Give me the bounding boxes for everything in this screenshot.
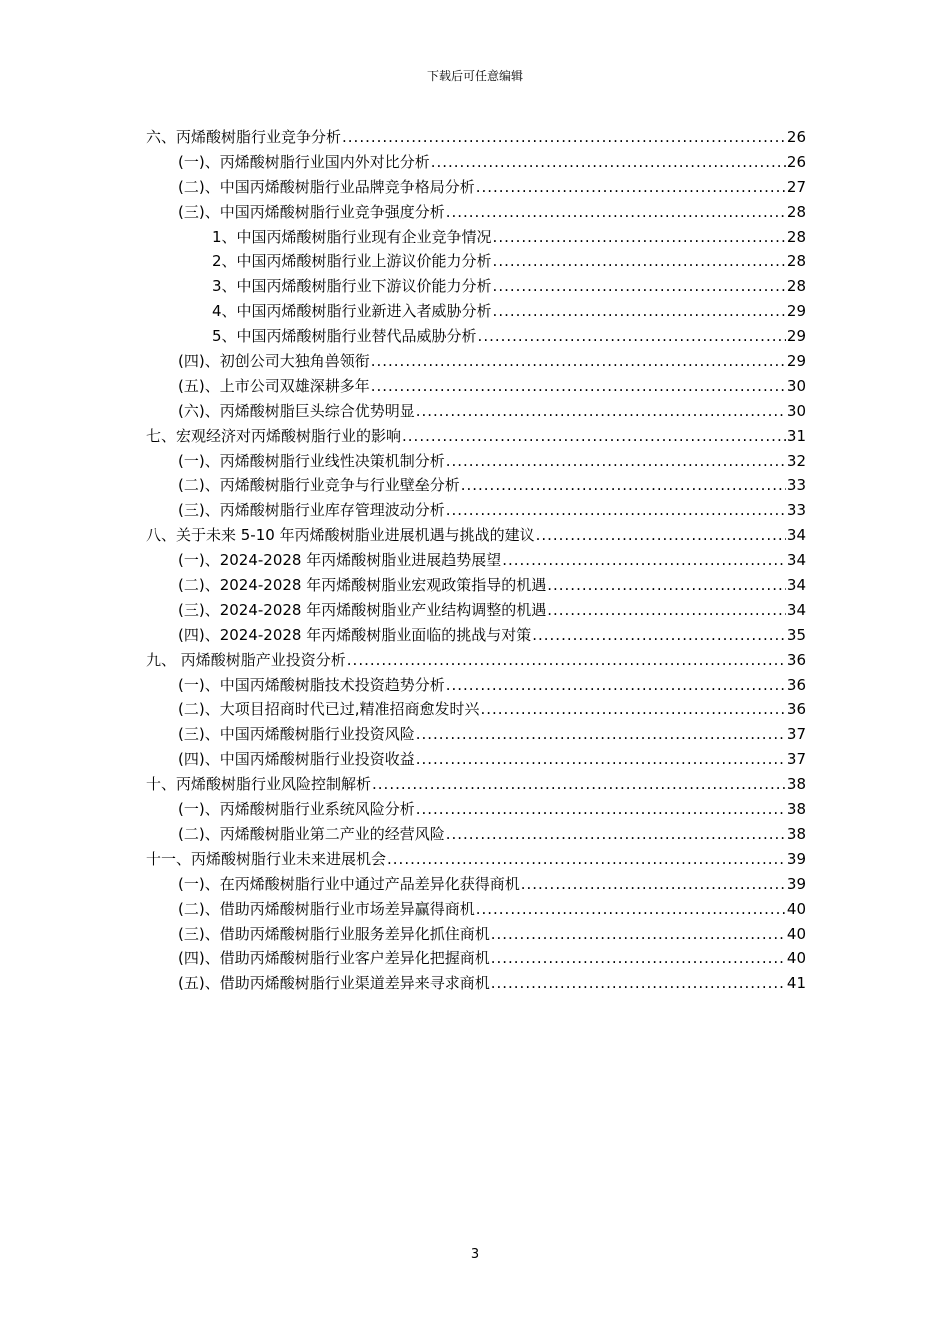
toc-entry-title: (一)、2024-2028 年丙烯酸树脂业进展趋势展望 xyxy=(178,551,502,570)
toc-entry-page: 31 xyxy=(786,426,806,445)
toc-entry-title: (四)、借助丙烯酸树脂行业客户差异化把握商机 xyxy=(178,949,490,968)
toc-dot-leader xyxy=(446,203,786,221)
toc-entry-title: (二)、借助丙烯酸树脂行业市场差异赢得商机 xyxy=(178,899,475,918)
toc-dot-leader xyxy=(416,750,786,768)
toc-entry[interactable] xyxy=(146,947,806,972)
toc-entry-title: (一)、丙烯酸树脂行业线性决策机制分析 xyxy=(178,451,445,470)
toc-entry-title: (二)、丙烯酸树脂行业竞争与行业壁垒分析 xyxy=(178,476,460,495)
toc-dot-leader xyxy=(446,452,786,470)
toc-entry-page: 39 xyxy=(786,849,806,868)
toc-entry[interactable] xyxy=(146,898,806,923)
toc-entry-title: (一)、中国丙烯酸树脂技术投资趋势分析 xyxy=(178,675,445,694)
toc-dot-leader xyxy=(491,974,786,992)
toc-dot-leader xyxy=(547,601,786,619)
toc-entry-page: 26 xyxy=(786,152,806,171)
toc-dot-leader xyxy=(416,800,786,818)
toc-entry[interactable] xyxy=(146,873,806,898)
toc-entry[interactable] xyxy=(146,176,806,201)
toc-dot-leader xyxy=(431,153,786,171)
toc-dot-leader xyxy=(347,651,786,669)
toc-entry-page: 28 xyxy=(786,277,806,296)
toc-entry[interactable] xyxy=(146,599,806,624)
toc-entry[interactable] xyxy=(146,923,806,948)
toc-entry-title: 5、中国丙烯酸树脂行业替代品威胁分析 xyxy=(212,327,477,346)
toc-entry-title: (四)、中国丙烯酸树脂行业投资收益 xyxy=(178,750,415,769)
toc-entry[interactable] xyxy=(146,624,806,649)
toc-entry-page: 27 xyxy=(786,177,806,196)
toc-entry-page: 30 xyxy=(786,401,806,420)
toc-entry-title: 七、宏观经济对丙烯酸树脂行业的影响 xyxy=(146,426,402,445)
toc-entry-title: 十一、丙烯酸树脂行业未来进展机会 xyxy=(146,849,387,868)
toc-dot-leader xyxy=(446,501,786,519)
toc-entry[interactable] xyxy=(146,549,806,574)
toc-dot-leader xyxy=(547,576,786,594)
toc-entry[interactable] xyxy=(146,723,806,748)
toc-entry[interactable] xyxy=(146,151,806,176)
toc-dot-leader xyxy=(493,252,786,270)
toc-dot-leader xyxy=(493,228,786,246)
toc-entry-page: 33 xyxy=(786,476,806,495)
toc-entry-page: 34 xyxy=(786,551,806,570)
toc-dot-leader xyxy=(493,302,786,320)
toc-entry-page: 38 xyxy=(786,775,806,794)
toc-entry[interactable] xyxy=(146,350,806,375)
toc-entry-page: 36 xyxy=(786,675,806,694)
toc-entry[interactable] xyxy=(146,674,806,699)
toc-dot-leader xyxy=(502,551,786,569)
toc-entry-page: 35 xyxy=(786,625,806,644)
toc-entry-title: 六、丙烯酸树脂行业竞争分析 xyxy=(146,128,342,146)
toc-entry-page: 38 xyxy=(786,824,806,843)
toc-entry-page: 38 xyxy=(786,800,806,819)
toc-entry[interactable] xyxy=(146,226,806,251)
toc-entry-page: 40 xyxy=(786,949,806,968)
toc-entry[interactable] xyxy=(146,972,806,997)
toc-entry-page: 37 xyxy=(786,750,806,769)
toc-entry-page: 34 xyxy=(786,526,806,545)
toc-entry[interactable] xyxy=(146,748,806,773)
toc-entry-title: (三)、丙烯酸树脂行业库存管理波动分析 xyxy=(178,501,445,520)
toc-entry-page: 40 xyxy=(786,899,806,918)
toc-entry[interactable] xyxy=(146,275,806,300)
toc-dot-leader xyxy=(371,377,786,395)
toc-entry-page: 29 xyxy=(786,327,806,346)
toc-entry-page: 26 xyxy=(786,128,806,146)
toc-entry-title: (一)、在丙烯酸树脂行业中通过产品差异化获得商机 xyxy=(178,874,520,893)
toc-entry[interactable] xyxy=(146,425,806,450)
table-of-contents xyxy=(146,126,806,997)
toc-entry[interactable] xyxy=(146,798,806,823)
toc-dot-leader xyxy=(476,178,786,196)
toc-dot-leader xyxy=(446,825,786,843)
toc-entry[interactable] xyxy=(146,474,806,499)
toc-entry-title: 3、中国丙烯酸树脂行业下游议价能力分析 xyxy=(212,277,492,296)
toc-entry-title: (五)、上市公司双雄深耕多年 xyxy=(178,376,370,395)
toc-entry-title: 1、中国丙烯酸树脂行业现有企业竞争情况 xyxy=(212,227,492,246)
toc-entry[interactable] xyxy=(146,524,806,549)
toc-entry[interactable] xyxy=(146,848,806,873)
toc-entry[interactable] xyxy=(146,201,806,226)
toc-entry-title: (一)、丙烯酸树脂行业系统风险分析 xyxy=(178,800,415,819)
toc-entry-title: 十、丙烯酸树脂行业风险控制解析 xyxy=(146,775,372,794)
toc-entry[interactable] xyxy=(146,574,806,599)
toc-dot-leader xyxy=(371,352,786,370)
page-header: 下载后可任意编辑 xyxy=(426,69,523,83)
toc-entry-page: 30 xyxy=(786,376,806,395)
toc-entry-title: (六)、丙烯酸树脂巨头综合优势明显 xyxy=(178,401,415,420)
toc-entry-title: (三)、借助丙烯酸树脂行业服务差异化抓住商机 xyxy=(178,924,490,943)
toc-entry-page: 39 xyxy=(786,874,806,893)
toc-entry[interactable] xyxy=(146,823,806,848)
toc-dot-leader xyxy=(416,725,786,743)
toc-entry-page: 28 xyxy=(786,227,806,246)
toc-entry-title: (二)、中国丙烯酸树脂行业品牌竞争格局分析 xyxy=(178,177,475,196)
toc-entry[interactable] xyxy=(146,400,806,425)
toc-entry-page: 28 xyxy=(786,252,806,271)
toc-dot-leader xyxy=(461,476,786,494)
toc-entry-title: (一)、丙烯酸树脂行业国内外对比分析 xyxy=(178,152,430,171)
toc-dot-leader xyxy=(491,925,786,943)
toc-dot-leader xyxy=(372,775,786,793)
toc-dot-leader xyxy=(532,626,786,644)
toc-entry[interactable] xyxy=(146,375,806,400)
toc-entry-page: 34 xyxy=(786,600,806,619)
toc-entry[interactable] xyxy=(146,499,806,524)
toc-entry[interactable] xyxy=(146,450,806,475)
toc-entry-page: 37 xyxy=(786,725,806,744)
toc-entry-page: 40 xyxy=(786,924,806,943)
toc-dot-leader xyxy=(342,128,786,146)
toc-entry-title: 八、关于未来 5-10 年丙烯酸树脂业进展机遇与挑战的建议 xyxy=(146,526,535,545)
toc-entry-page: 36 xyxy=(786,700,806,719)
toc-dot-leader xyxy=(491,949,786,967)
toc-entry-page: 29 xyxy=(786,302,806,321)
toc-entry-title: (五)、借助丙烯酸树脂行业渠道差异来寻求商机 xyxy=(178,974,490,993)
toc-entry-title: (二)、2024-2028 年丙烯酸树脂业宏观政策指导的机遇 xyxy=(178,576,547,595)
toc-entry-title: (四)、2024-2028 年丙烯酸树脂业面临的挑战与对策 xyxy=(178,625,532,644)
toc-entry-title: 4、中国丙烯酸树脂行业新进入者威胁分析 xyxy=(212,302,492,321)
toc-dot-leader xyxy=(493,277,786,295)
toc-dot-leader xyxy=(446,676,786,694)
toc-entry[interactable] xyxy=(146,325,806,350)
toc-entry[interactable] xyxy=(146,300,806,325)
toc-entry-title: (四)、初创公司大独角兽领衔 xyxy=(178,352,370,371)
toc-dot-leader xyxy=(416,402,786,420)
toc-entry-title: (二)、丙烯酸树脂业第二产业的经营风险 xyxy=(178,824,445,843)
toc-dot-leader xyxy=(536,526,786,544)
toc-entry-title: 2、中国丙烯酸树脂行业上游议价能力分析 xyxy=(212,252,492,271)
toc-entry-page: 28 xyxy=(786,202,806,221)
page-number: 3 xyxy=(470,1247,480,1262)
toc-entry-page: 36 xyxy=(786,650,806,669)
toc-entry-page: 29 xyxy=(786,352,806,371)
toc-entry-page: 32 xyxy=(786,451,806,470)
toc-dot-leader xyxy=(387,850,786,868)
toc-entry-page: 33 xyxy=(786,501,806,520)
toc-entry[interactable] xyxy=(146,250,806,275)
toc-entry-title: (三)、中国丙烯酸树脂行业投资风险 xyxy=(178,725,415,744)
toc-entry-title: (三)、中国丙烯酸树脂行业竞争强度分析 xyxy=(178,202,445,221)
toc-dot-leader xyxy=(521,875,786,893)
toc-entry[interactable] xyxy=(146,698,806,723)
toc-entry[interactable] xyxy=(146,126,806,151)
toc-dot-leader xyxy=(480,700,785,718)
toc-entry-title: 九、 丙烯酸树脂产业投资分析 xyxy=(146,650,346,669)
toc-dot-leader xyxy=(402,427,786,445)
toc-entry-page: 34 xyxy=(786,576,806,595)
toc-entry[interactable] xyxy=(146,649,806,674)
toc-entry-title: (二)、大项目招商时代已过,精准招商愈发时兴 xyxy=(178,700,480,719)
toc-dot-leader xyxy=(476,900,786,918)
toc-dot-leader xyxy=(478,327,786,345)
toc-entry-page: 41 xyxy=(786,974,806,993)
toc-entry[interactable] xyxy=(146,773,806,798)
toc-entry-title: (三)、2024-2028 年丙烯酸树脂业产业结构调整的机遇 xyxy=(178,600,547,619)
